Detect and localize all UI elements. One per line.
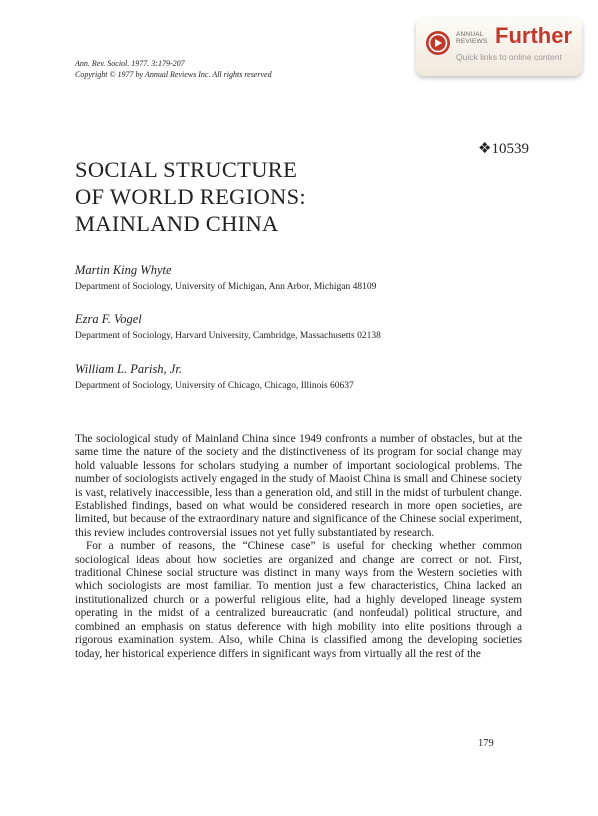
title-line: MAINLAND CHINA [75, 211, 279, 236]
author-name: Ezra F. Vogel [75, 312, 142, 326]
annual-reviews-play-icon [425, 30, 451, 56]
article-title [75, 156, 306, 237]
further-subtitle: Quick links to online content [456, 52, 562, 62]
author-affiliation: Department of Sociology, Harvard University, Cambridge, Massachusetts 02138 [75, 331, 381, 341]
page-number: 179 [478, 738, 494, 749]
brand-line-reviews: REVIEWS [456, 38, 488, 45]
annual-reviews-further-banner[interactable] [416, 18, 582, 76]
title-line: SOCIAL STRUCTURE [75, 157, 298, 182]
title-line: OF WORLD REGIONS: [75, 184, 306, 209]
author-affiliation: Department of Sociology, University of Chicago, Chicago, Illinois 60637 [75, 381, 354, 391]
brand-label [456, 31, 487, 45]
further-title: Further [495, 23, 572, 48]
body-paragraph: For a number of reasons, the “Chinese case” is useful for checking whether common sociological ideas about how societies are organized and change are correct or not. First, traditional Chinese social structure was distinct in many ways from the Western societies with which sociologists are most familiar. To mention just a few characteristics, China lacked an institutionalized church or a powerful religious elite, had a highly developed lineage system operating in the midst of a centralized bureaucratic (and nonfeudal) political structure, and combined an emphasis on status deference with high mobility into elite positions through a rigorous examination system. Also, while China is classified among the developing societies today, her historical experience differs in significant ways from virtually all the rest of the [75, 540, 522, 660]
author-affiliation: Department of Sociology, University of Michigan, Ann Arbor, Michigan 48109 [75, 282, 377, 292]
brand-line-annual: ANNUAL [456, 31, 484, 38]
article-number: ❖10539 [478, 141, 529, 157]
copyright-line: Copyright © 1977 by Annual Reviews Inc. All rights reserved [75, 70, 272, 79]
journal-citation [75, 58, 272, 80]
author-name: William L. Parish, Jr. [75, 362, 182, 376]
article-body [75, 433, 522, 661]
body-paragraph: The sociological study of Mainland China since 1949 confronts a number of obstacles, but at the same time the nature of the society and the distinctiveness of its program for social change may hold valuable lessons for scholars studying a number of important sociological problems. The number of sociologists actively engaged in the study of Maoist China is small and Chinese society is vast, relatively inaccessible, less than a generation old, and still in the midst of turbulent change. Established findings, based on what would be considered research in more open societies, are limited, but because of the extraordinary nature and significance of the Chinese social experiment, this review includes controversial issues not yet fully substantiated by research. [75, 433, 522, 539]
journal-line: Ann. Rev. Sociol. 1977. 3:179-207 [75, 59, 185, 68]
author-name: Martin King Whyte [75, 263, 172, 277]
